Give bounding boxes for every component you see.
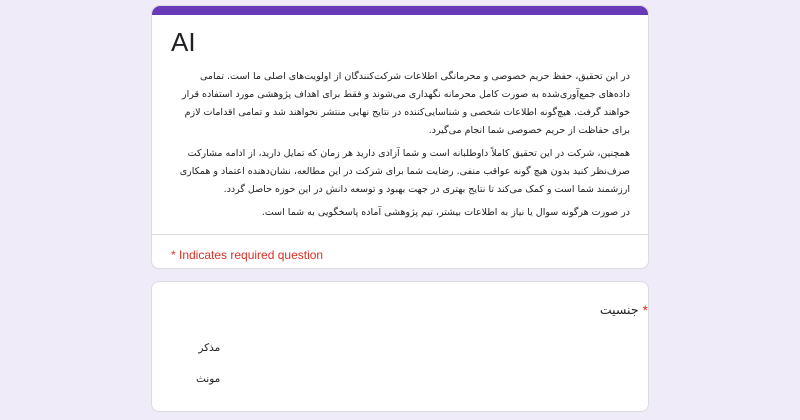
question-card-gender: [151, 281, 649, 412]
option-female[interactable]: مونث: [196, 373, 221, 385]
header-divider: [152, 234, 648, 235]
form-description: [170, 68, 630, 227]
required-star: *: [642, 302, 648, 318]
description-paragraph-3: در صورت هرگونه سوال یا نیاز به اطلاعات بیشتر، تیم پژوهشی آماده پاسخگویی به شما است.: [261, 207, 630, 218]
options-list: [196, 338, 220, 400]
header-accent-bar: [152, 6, 648, 15]
description-paragraph-1: در این تحقیق، حفظ حریم خصوصی و محرمانگی اطلاعات شرکت‌کنندگان از اولویت‌های اصلی ما است. تمامی داده‌های جمع‌آوری‌شده به صورت کامل محرمانه نگهداری می‌شوند و فقط برای اهداف پژوهشی مورد استفاده قرار خواهند گرفت. هیچ‌گونه اطلاعات شخصی و شناسایی‌کننده در نتایج نهایی منتشر نخواهند شد و تمامی اقدامات لازم برای حفاظت از حریم خصوصی شما انجام می‌گیرد.: [182, 71, 630, 136]
form-title: AI: [171, 27, 196, 57]
description-paragraph-2: همچنین، شرکت در این تحقیق کاملاً داوطلبانه است و شما آزادی دارید هر زمان که تمایل دارید، از ادامه مشارکت صرف‌نظر کنید بدون هیچ گونه عواقب منفی. رضایت شما برای شرکت در این مطالعه، نشان‌دهنده اعتماد و همکاری ارزشمند شما است و کمک می‌کند تا نتایج بهتری در جهت بهبود و توسعه دانش در این حوزه حاصل گردد.: [179, 148, 630, 195]
required-note: * Indicates required question: [171, 248, 324, 262]
question-label: جنسیت: [599, 302, 639, 317]
question-title: [152, 302, 648, 318]
form-header-card: [151, 5, 649, 269]
option-male[interactable]: مذکر: [198, 342, 221, 354]
